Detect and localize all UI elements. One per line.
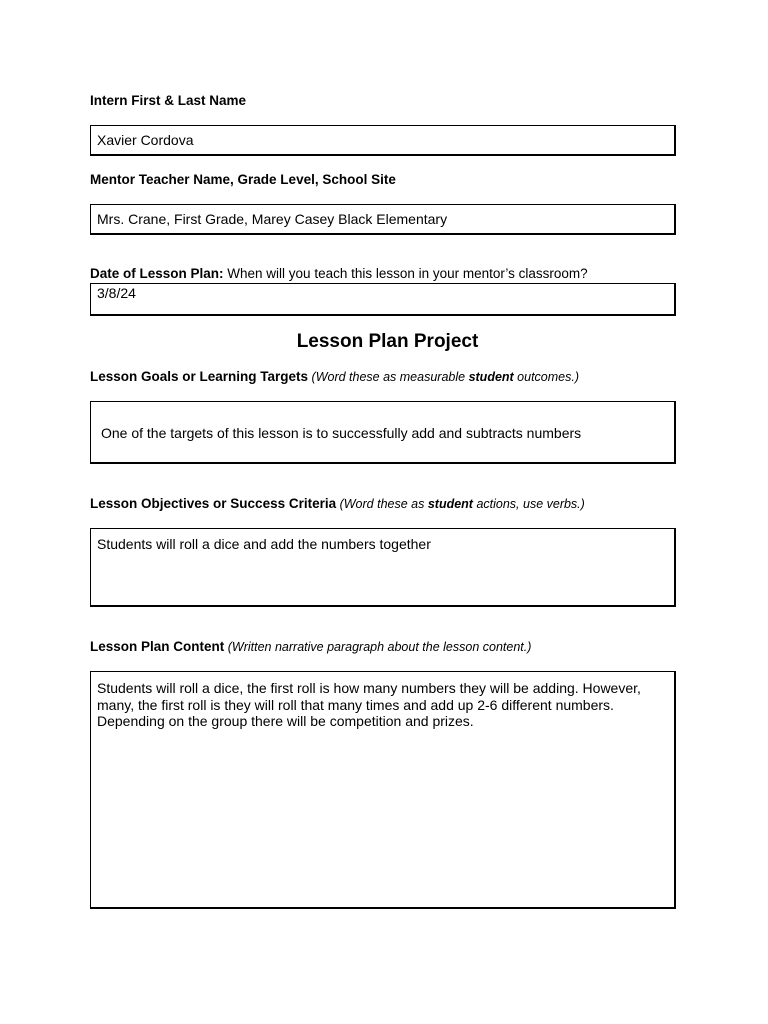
lesson-date-label: Date of Lesson Plan: When will you teach this lesson in your mentor’s classroom?: [90, 266, 588, 281]
lesson-objectives-label: Lesson Objectives or Success Criteria (Word these as student actions, use verbs.): [90, 496, 585, 511]
intern-name-field[interactable]: [90, 125, 676, 156]
lesson-content-line: many, the first roll is they will roll that many times and add up 2-6 different numbers.: [97, 696, 614, 713]
lesson-goals-value: One of the targets of this lesson is to successfully add and subtracts numbers: [101, 425, 582, 441]
page-title: Lesson Plan Project: [296, 331, 479, 352]
lesson-content-field[interactable]: [90, 671, 676, 909]
lesson-goals-label: Lesson Goals or Learning Targets (Word these as measurable student outcomes.): [90, 369, 580, 384]
intern-name-label: Intern First & Last Name: [90, 93, 247, 108]
mentor-info-value: Mrs. Crane, First Grade, Marey Casey Black Elementary: [97, 211, 448, 227]
lesson-content-label: Lesson Plan Content (Written narrative paragraph about the lesson content.): [90, 639, 532, 654]
intern-name-value: Xavier Cordova: [97, 132, 194, 148]
lesson-date-value: 3/8/24: [97, 285, 136, 301]
lesson-objectives-field[interactable]: [90, 528, 676, 607]
lesson-date-field[interactable]: [90, 283, 676, 316]
lesson-objectives-value: Students will roll a dice and add the numbers together: [97, 536, 431, 552]
lesson-content-line: Depending on the group there will be competition and prizes.: [97, 713, 474, 729]
mentor-info-label: Mentor Teacher Name, Grade Level, School Site: [90, 172, 396, 187]
mentor-info-field[interactable]: [90, 204, 676, 235]
lesson-content-line: Students will roll a dice, the first roll is how many numbers they will be adding. However,: [97, 680, 641, 696]
lesson-goals-field[interactable]: [90, 401, 676, 464]
